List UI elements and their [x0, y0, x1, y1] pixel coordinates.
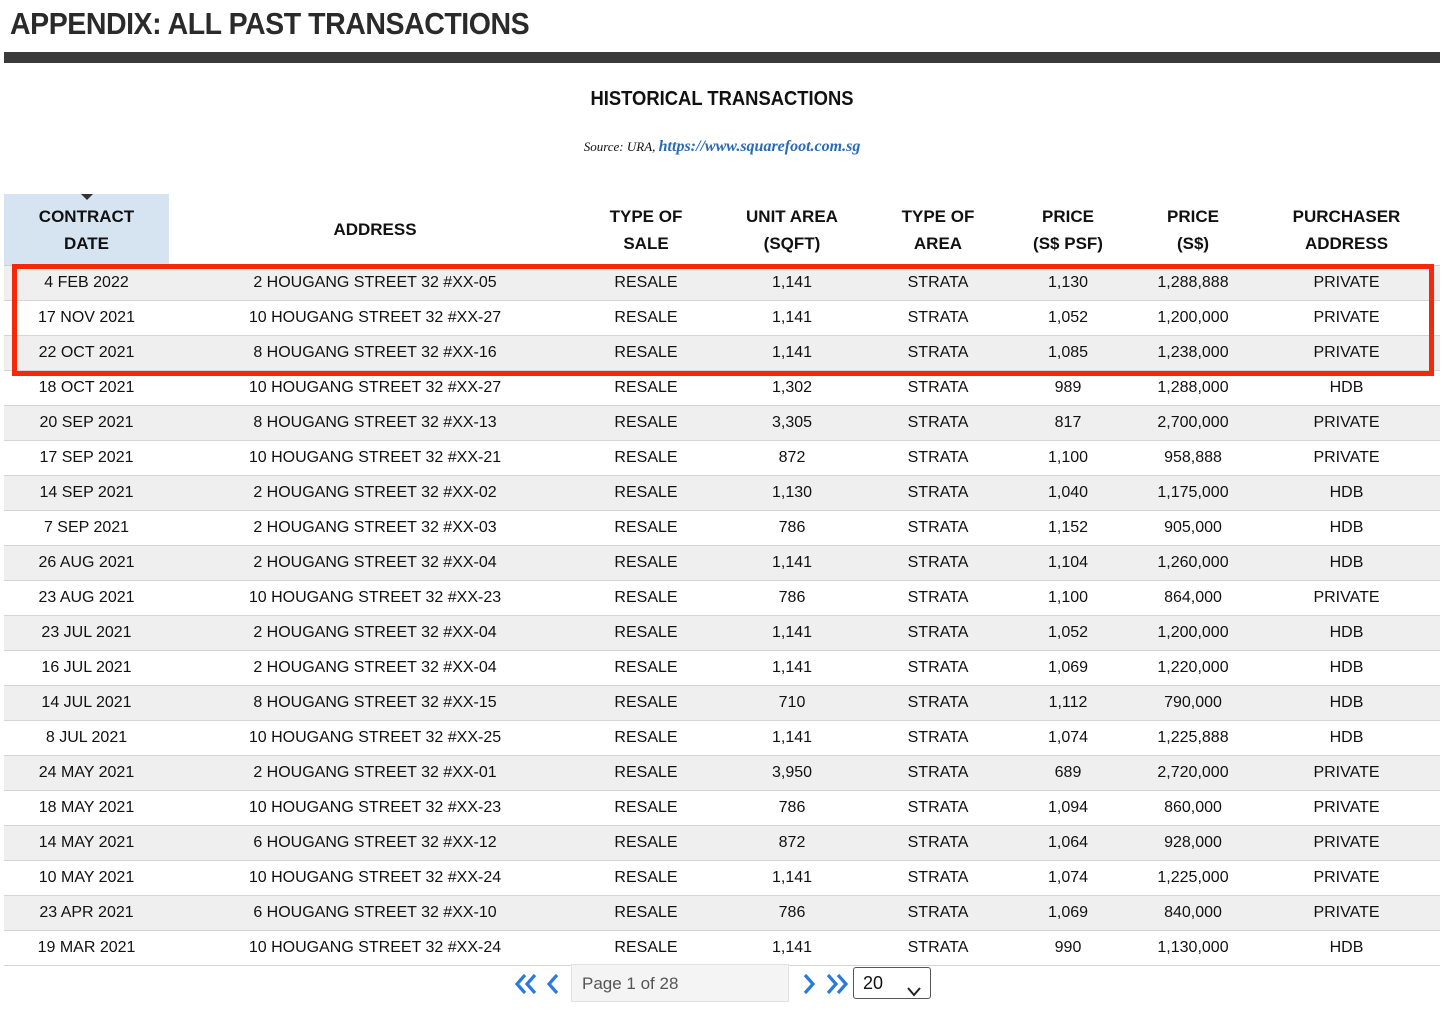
cell-type-of-area: STRATA — [873, 301, 1003, 336]
column-header-line1: TYPE OF — [901, 206, 975, 226]
cell-unit-area: 872 — [711, 441, 873, 476]
cell-contract-date: 4 FEB 2022 — [4, 266, 169, 301]
table-row — [4, 336, 1440, 371]
cell-contract-date: 14 MAY 2021 — [4, 826, 169, 861]
cell-price-psf: 1,152 — [1003, 511, 1133, 546]
column-header-price[interactable] — [1133, 194, 1253, 266]
cell-unit-area: 710 — [711, 686, 873, 721]
source-line — [0, 138, 1444, 156]
cell-contract-date: 18 MAY 2021 — [4, 791, 169, 826]
cell-type-of-sale: RESALE — [581, 581, 711, 616]
cell-type-of-sale: RESALE — [581, 336, 711, 371]
cell-price: 2,700,000 — [1133, 406, 1253, 441]
cell-address: 2 HOUGANG STREET 32 #XX-03 — [169, 511, 581, 546]
cell-contract-date: 17 NOV 2021 — [4, 301, 169, 336]
cell-address: 10 HOUGANG STREET 32 #XX-23 — [169, 581, 581, 616]
cell-purchaser-address: PRIVATE — [1253, 581, 1440, 616]
cell-price: 840,000 — [1133, 896, 1253, 931]
cell-type-of-area: STRATA — [873, 511, 1003, 546]
cell-address: 8 HOUGANG STREET 32 #XX-13 — [169, 406, 581, 441]
cell-address: 6 HOUGANG STREET 32 #XX-12 — [169, 826, 581, 861]
page-heading: APPENDIX: ALL PAST TRANSACTIONS — [10, 6, 530, 41]
cell-address: 8 HOUGANG STREET 32 #XX-15 — [169, 686, 581, 721]
cell-address: 2 HOUGANG STREET 32 #XX-04 — [169, 616, 581, 651]
cell-price: 1,200,000 — [1133, 301, 1253, 336]
cell-unit-area: 786 — [711, 791, 873, 826]
page-size-value: 20 — [863, 973, 884, 993]
cell-type-of-area: STRATA — [873, 581, 1003, 616]
cell-purchaser-address: PRIVATE — [1253, 896, 1440, 931]
cell-price: 790,000 — [1133, 686, 1253, 721]
cell-type-of-sale: RESALE — [581, 896, 711, 931]
cell-purchaser-address: PRIVATE — [1253, 266, 1440, 301]
cell-type-of-area: STRATA — [873, 686, 1003, 721]
cell-address: 10 HOUGANG STREET 32 #XX-27 — [169, 371, 581, 406]
cell-unit-area: 1,141 — [711, 651, 873, 686]
cell-type-of-sale: RESALE — [581, 791, 711, 826]
cell-price-psf: 1,130 — [1003, 266, 1133, 301]
cell-type-of-area: STRATA — [873, 441, 1003, 476]
table-row — [4, 406, 1440, 441]
cell-contract-date: 18 OCT 2021 — [4, 371, 169, 406]
cell-price: 2,720,000 — [1133, 756, 1253, 791]
cell-unit-area: 1,141 — [711, 546, 873, 581]
cell-address: 2 HOUGANG STREET 32 #XX-04 — [169, 651, 581, 686]
column-header-line2: SALE — [623, 233, 669, 253]
heading-divider — [4, 52, 1440, 63]
table-row — [4, 791, 1440, 826]
cell-purchaser-address: HDB — [1253, 651, 1440, 686]
cell-type-of-area: STRATA — [873, 931, 1003, 966]
cell-price: 928,000 — [1133, 826, 1253, 861]
cell-type-of-sale: RESALE — [581, 826, 711, 861]
cell-price-psf: 689 — [1003, 756, 1133, 791]
cell-address: 6 HOUGANG STREET 32 #XX-10 — [169, 896, 581, 931]
cell-purchaser-address: PRIVATE — [1253, 791, 1440, 826]
cell-price-psf: 1,074 — [1003, 861, 1133, 896]
cell-price-psf: 1,100 — [1003, 441, 1133, 476]
cell-type-of-sale: RESALE — [581, 931, 711, 966]
cell-unit-area: 1,141 — [711, 301, 873, 336]
cell-purchaser-address: HDB — [1253, 476, 1440, 511]
column-header-contract-date[interactable] — [4, 194, 169, 266]
cell-contract-date: 23 AUG 2021 — [4, 581, 169, 616]
cell-address: 2 HOUGANG STREET 32 #XX-01 — [169, 756, 581, 791]
column-header-line2: (S$) — [1176, 233, 1210, 253]
cell-unit-area: 872 — [711, 826, 873, 861]
cell-type-of-sale: RESALE — [581, 686, 711, 721]
cell-type-of-area: STRATA — [873, 721, 1003, 756]
cell-purchaser-address: PRIVATE — [1253, 406, 1440, 441]
page-indicator: Page 1 of 28 — [571, 964, 789, 1002]
cell-price: 860,000 — [1133, 791, 1253, 826]
cell-type-of-area: STRATA — [873, 476, 1003, 511]
cell-purchaser-address: PRIVATE — [1253, 756, 1440, 791]
table-row — [4, 371, 1440, 406]
cell-price-psf: 817 — [1003, 406, 1133, 441]
cell-type-of-sale: RESALE — [581, 756, 711, 791]
cell-unit-area: 1,141 — [711, 336, 873, 371]
cell-contract-date: 24 MAY 2021 — [4, 756, 169, 791]
cell-price: 1,288,888 — [1133, 266, 1253, 301]
cell-type-of-sale: RESALE — [581, 511, 711, 546]
cell-unit-area: 3,305 — [711, 406, 873, 441]
cell-purchaser-address: PRIVATE — [1253, 441, 1440, 476]
cell-address: 8 HOUGANG STREET 32 #XX-16 — [169, 336, 581, 371]
cell-type-of-area: STRATA — [873, 406, 1003, 441]
cell-type-of-sale: RESALE — [581, 476, 711, 511]
table-row — [4, 651, 1440, 686]
cell-type-of-sale: RESALE — [581, 371, 711, 406]
table-row — [4, 931, 1440, 966]
cell-price: 1,220,000 — [1133, 651, 1253, 686]
double-chevron-left-icon[interactable] — [513, 972, 539, 996]
cell-price-psf: 1,040 — [1003, 476, 1133, 511]
cell-type-of-sale: RESALE — [581, 406, 711, 441]
table-row — [4, 896, 1440, 931]
cell-purchaser-address: HDB — [1253, 511, 1440, 546]
cell-unit-area: 1,141 — [711, 931, 873, 966]
cell-contract-date: 17 SEP 2021 — [4, 441, 169, 476]
cell-contract-date: 16 JUL 2021 — [4, 651, 169, 686]
column-header-line1: ADDRESS — [333, 220, 417, 239]
cell-price-psf: 1,069 — [1003, 896, 1133, 931]
cell-type-of-area: STRATA — [873, 756, 1003, 791]
source-link[interactable]: https://www.squarefoot.com.sg — [658, 138, 861, 155]
table-row — [4, 686, 1440, 721]
cell-price: 958,888 — [1133, 441, 1253, 476]
column-header-line1: PRICE — [1042, 206, 1094, 226]
cell-address: 10 HOUGANG STREET 32 #XX-24 — [169, 861, 581, 896]
cell-price-psf: 1,104 — [1003, 546, 1133, 581]
cell-unit-area: 1,141 — [711, 861, 873, 896]
cell-price: 1,238,000 — [1133, 336, 1253, 371]
cell-address: 10 HOUGANG STREET 32 #XX-24 — [169, 931, 581, 966]
cell-purchaser-address: PRIVATE — [1253, 301, 1440, 336]
cell-price-psf: 1,112 — [1003, 686, 1133, 721]
table-row — [4, 581, 1440, 616]
cell-type-of-sale: RESALE — [581, 651, 711, 686]
column-header-line2: (S$ PSF) — [1033, 233, 1103, 253]
table-header-row — [4, 194, 1440, 266]
cell-price: 1,130,000 — [1133, 931, 1253, 966]
cell-price-psf: 989 — [1003, 371, 1133, 406]
cell-price-psf: 1,085 — [1003, 336, 1133, 371]
cell-price-psf: 1,064 — [1003, 826, 1133, 861]
cell-price: 1,175,000 — [1133, 476, 1253, 511]
cell-price-psf: 1,052 — [1003, 616, 1133, 651]
cell-contract-date: 14 JUL 2021 — [4, 686, 169, 721]
cell-type-of-area: STRATA — [873, 336, 1003, 371]
column-header-line1: CONTRACT — [38, 206, 135, 226]
chevron-down-icon — [906, 977, 922, 1007]
cell-price-psf: 1,069 — [1003, 651, 1133, 686]
cell-type-of-sale: RESALE — [581, 301, 711, 336]
table-title: HISTORICAL TRANSACTIONS — [590, 88, 854, 110]
column-header-address[interactable] — [169, 194, 581, 266]
column-header-purchaser-address[interactable] — [1253, 194, 1440, 266]
cell-purchaser-address: HDB — [1253, 931, 1440, 966]
cell-price-psf: 1,074 — [1003, 721, 1133, 756]
table-row — [4, 441, 1440, 476]
cell-type-of-area: STRATA — [873, 791, 1003, 826]
cell-address: 2 HOUGANG STREET 32 #XX-05 — [169, 266, 581, 301]
transactions-table — [4, 194, 1440, 966]
cell-purchaser-address: PRIVATE — [1253, 336, 1440, 371]
cell-type-of-sale: RESALE — [581, 861, 711, 896]
cell-type-of-area: STRATA — [873, 266, 1003, 301]
cell-contract-date: 23 APR 2021 — [4, 896, 169, 931]
cell-price: 905,000 — [1133, 511, 1253, 546]
cell-price: 1,225,000 — [1133, 861, 1253, 896]
cell-address: 2 HOUGANG STREET 32 #XX-04 — [169, 546, 581, 581]
cell-type-of-area: STRATA — [873, 546, 1003, 581]
cell-contract-date: 23 JUL 2021 — [4, 616, 169, 651]
cell-unit-area: 1,141 — [711, 721, 873, 756]
cell-type-of-sale: RESALE — [581, 546, 711, 581]
cell-unit-area: 1,141 — [711, 616, 873, 651]
column-header-line1: PRICE — [1167, 206, 1219, 226]
column-header-type-of-sale[interactable] — [581, 194, 711, 266]
chevron-left-icon[interactable] — [545, 972, 561, 996]
double-chevron-right-icon[interactable] — [824, 972, 850, 996]
cell-type-of-area: STRATA — [873, 371, 1003, 406]
source-prefix: Source: URA, — [583, 139, 659, 154]
page-size-select[interactable] — [853, 967, 931, 999]
cell-purchaser-address: HDB — [1253, 721, 1440, 756]
cell-contract-date: 10 MAY 2021 — [4, 861, 169, 896]
cell-type-of-area: STRATA — [873, 826, 1003, 861]
column-header-line1: PURCHASER — [1292, 206, 1401, 226]
column-header-line2: (SQFT) — [763, 233, 821, 253]
cell-price-psf: 1,094 — [1003, 791, 1133, 826]
cell-price-psf: 1,052 — [1003, 301, 1133, 336]
cell-unit-area: 3,950 — [711, 756, 873, 791]
pagination-bar — [0, 964, 1448, 1004]
table-row — [4, 616, 1440, 651]
table-row — [4, 476, 1440, 511]
table-row — [4, 511, 1440, 546]
cell-type-of-sale: RESALE — [581, 266, 711, 301]
cell-type-of-sale: RESALE — [581, 616, 711, 651]
cell-address: 10 HOUGANG STREET 32 #XX-25 — [169, 721, 581, 756]
cell-type-of-area: STRATA — [873, 896, 1003, 931]
column-header-price-psf[interactable] — [1003, 194, 1133, 266]
cell-price: 1,200,000 — [1133, 616, 1253, 651]
table-row — [4, 721, 1440, 756]
table-row — [4, 546, 1440, 581]
cell-purchaser-address: HDB — [1253, 371, 1440, 406]
cell-unit-area: 786 — [711, 581, 873, 616]
cell-address: 2 HOUGANG STREET 32 #XX-02 — [169, 476, 581, 511]
table-row — [4, 756, 1440, 791]
cell-price: 864,000 — [1133, 581, 1253, 616]
cell-type-of-area: STRATA — [873, 616, 1003, 651]
cell-purchaser-address: HDB — [1253, 686, 1440, 721]
cell-purchaser-address: PRIVATE — [1253, 826, 1440, 861]
table-row — [4, 266, 1440, 301]
cell-purchaser-address: PRIVATE — [1253, 861, 1440, 896]
column-header-line2: DATE — [63, 233, 109, 253]
cell-address: 10 HOUGANG STREET 32 #XX-21 — [169, 441, 581, 476]
cell-unit-area: 786 — [711, 511, 873, 546]
chevron-right-icon[interactable] — [801, 972, 817, 996]
cell-type-of-area: STRATA — [873, 861, 1003, 896]
cell-type-of-sale: RESALE — [581, 441, 711, 476]
cell-contract-date: 8 JUL 2021 — [4, 721, 169, 756]
cell-type-of-area: STRATA — [873, 651, 1003, 686]
cell-type-of-sale: RESALE — [581, 721, 711, 756]
cell-contract-date: 20 SEP 2021 — [4, 406, 169, 441]
cell-unit-area: 1,302 — [711, 371, 873, 406]
table-row — [4, 861, 1440, 896]
cell-contract-date: 26 AUG 2021 — [4, 546, 169, 581]
table-row — [4, 826, 1440, 861]
column-header-unit-area[interactable] — [711, 194, 873, 266]
column-header-type-of-area[interactable] — [873, 194, 1003, 266]
cell-purchaser-address: HDB — [1253, 616, 1440, 651]
column-header-line2: AREA — [913, 233, 963, 253]
cell-contract-date: 7 SEP 2021 — [4, 511, 169, 546]
cell-address: 10 HOUGANG STREET 32 #XX-23 — [169, 791, 581, 826]
cell-price-psf: 1,100 — [1003, 581, 1133, 616]
cell-price-psf: 990 — [1003, 931, 1133, 966]
cell-unit-area: 786 — [711, 896, 873, 931]
table-row — [4, 301, 1440, 336]
column-header-line1: TYPE OF — [609, 206, 683, 226]
sort-descending-icon — [81, 194, 93, 200]
cell-unit-area: 1,130 — [711, 476, 873, 511]
cell-unit-area: 1,141 — [711, 266, 873, 301]
cell-price: 1,225,888 — [1133, 721, 1253, 756]
cell-purchaser-address: HDB — [1253, 546, 1440, 581]
column-header-line1: UNIT AREA — [746, 206, 838, 226]
cell-contract-date: 19 MAR 2021 — [4, 931, 169, 966]
cell-price: 1,260,000 — [1133, 546, 1253, 581]
table-body — [4, 266, 1440, 966]
column-header-line2: ADDRESS — [1304, 233, 1389, 253]
cell-price: 1,288,000 — [1133, 371, 1253, 406]
cell-address: 10 HOUGANG STREET 32 #XX-27 — [169, 301, 581, 336]
cell-contract-date: 14 SEP 2021 — [4, 476, 169, 511]
cell-contract-date: 22 OCT 2021 — [4, 336, 169, 371]
